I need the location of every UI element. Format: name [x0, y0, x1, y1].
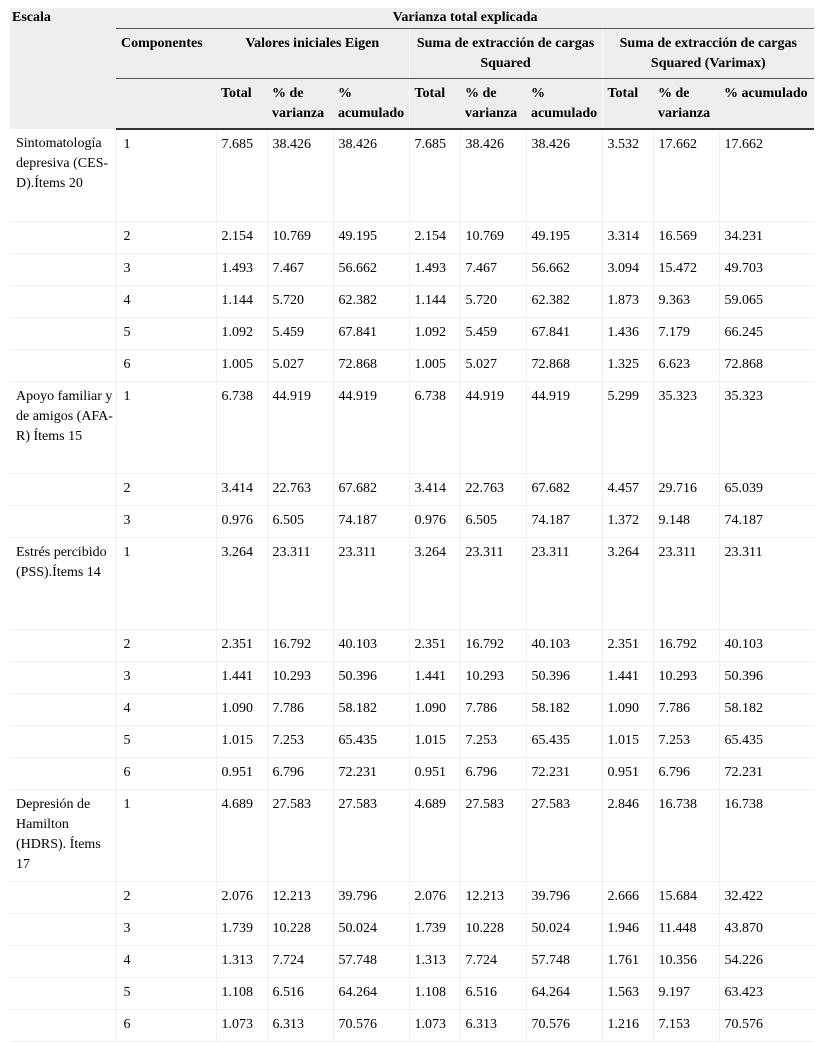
cell-extraccion-varianza: 6.796	[460, 758, 526, 790]
cell-extraccion-varianza: 10.228	[460, 914, 526, 946]
cell-escala	[10, 474, 116, 506]
cell-eigen-varianza: 16.792	[267, 630, 333, 662]
cell-extraccion-acumulado: 72.231	[526, 758, 602, 790]
cell-componente: 3	[116, 506, 216, 538]
cell-componente: 2	[116, 882, 216, 914]
cell-escala	[10, 758, 116, 790]
cell-extraccion-varianza: 7.467	[460, 254, 526, 286]
cell-varimax-varianza: 7.253	[653, 726, 719, 758]
cell-eigen-varianza: 6.313	[267, 1010, 333, 1042]
cell-eigen-total: 2.154	[216, 222, 267, 254]
cell-componente: 2	[116, 630, 216, 662]
cell-extraccion-varianza: 23.311	[460, 538, 526, 630]
cell-varimax-total: 1.372	[602, 506, 653, 538]
cell-extraccion-total: 2.351	[409, 630, 460, 662]
cell-eigen-varianza: 27.583	[267, 790, 333, 882]
cell-eigen-acumulado: 58.182	[333, 694, 409, 726]
cell-eigen-total: 1.441	[216, 662, 267, 694]
cell-eigen-varianza: 7.467	[267, 254, 333, 286]
cell-eigen-total: 2.351	[216, 630, 267, 662]
cell-escala: Estrés percibido (PSS).Ítems 14	[10, 538, 116, 630]
cell-varimax-total: 3.314	[602, 222, 653, 254]
cell-varimax-acumulado: 49.703	[719, 254, 814, 286]
header-componentes: Componentes	[116, 29, 216, 79]
cell-extraccion-total: 1.493	[409, 254, 460, 286]
cell-componente: 5	[116, 726, 216, 758]
cell-extraccion-varianza: 5.720	[460, 286, 526, 318]
cell-varimax-varianza: 35.323	[653, 382, 719, 474]
header-acumulado: % acumulado	[526, 79, 602, 130]
table-row	[10, 318, 814, 350]
cell-varimax-total: 3.094	[602, 254, 653, 286]
cell-escala	[10, 350, 116, 382]
cell-extraccion-varianza: 6.313	[460, 1010, 526, 1042]
cell-extraccion-total: 0.951	[409, 758, 460, 790]
cell-eigen-acumulado: 72.868	[333, 350, 409, 382]
cell-extraccion-acumulado: 49.195	[526, 222, 602, 254]
cell-extraccion-acumulado: 70.576	[526, 1010, 602, 1042]
cell-varimax-total: 1.946	[602, 914, 653, 946]
cell-varimax-varianza: 7.179	[653, 318, 719, 350]
cell-varimax-varianza: 7.786	[653, 694, 719, 726]
cell-eigen-varianza: 5.027	[267, 350, 333, 382]
table-row	[10, 350, 814, 382]
cell-componente: 1	[116, 538, 216, 630]
cell-eigen-varianza: 12.213	[267, 882, 333, 914]
cell-varimax-total: 4.457	[602, 474, 653, 506]
table-row	[10, 538, 814, 630]
cell-varimax-total: 1.873	[602, 286, 653, 318]
cell-extraccion-acumulado: 72.868	[526, 350, 602, 382]
cell-extraccion-varianza: 22.763	[460, 474, 526, 506]
cell-varimax-total: 1.325	[602, 350, 653, 382]
header-total: Total	[602, 79, 653, 130]
cell-varimax-varianza: 11.448	[653, 914, 719, 946]
cell-varimax-acumulado: 17.662	[719, 129, 814, 222]
cell-varimax-acumulado: 59.065	[719, 286, 814, 318]
cell-componente: 4	[116, 286, 216, 318]
header-title: Varianza total explicada	[116, 8, 814, 29]
cell-extraccion-varianza: 5.027	[460, 350, 526, 382]
cell-varimax-acumulado: 34.231	[719, 222, 814, 254]
cell-varimax-total: 2.666	[602, 882, 653, 914]
cell-eigen-varianza: 23.311	[267, 538, 333, 630]
cell-extraccion-acumulado: 57.748	[526, 946, 602, 978]
cell-extraccion-total: 1.092	[409, 318, 460, 350]
cell-varimax-total: 3.532	[602, 129, 653, 222]
cell-componente: 1	[116, 790, 216, 882]
cell-varimax-total: 1.563	[602, 978, 653, 1010]
cell-varimax-acumulado: 16.738	[719, 790, 814, 882]
cell-eigen-acumulado: 23.311	[333, 538, 409, 630]
cell-eigen-varianza: 10.293	[267, 662, 333, 694]
cell-extraccion-varianza: 12.213	[460, 882, 526, 914]
cell-extraccion-total: 3.264	[409, 538, 460, 630]
cell-extraccion-varianza: 38.426	[460, 129, 526, 222]
cell-eigen-acumulado: 50.396	[333, 662, 409, 694]
cell-eigen-acumulado: 70.576	[333, 1010, 409, 1042]
cell-varimax-varianza: 23.311	[653, 538, 719, 630]
cell-eigen-total: 1.493	[216, 254, 267, 286]
header-componentes-blank	[116, 79, 216, 130]
cell-eigen-acumulado: 62.382	[333, 286, 409, 318]
cell-extraccion-acumulado: 65.435	[526, 726, 602, 758]
cell-eigen-total: 2.076	[216, 882, 267, 914]
cell-escala	[10, 222, 116, 254]
cell-eigen-acumulado: 64.264	[333, 978, 409, 1010]
cell-eigen-varianza: 6.505	[267, 506, 333, 538]
cell-escala: Depresión de Hamilton (HDRS). Ítems 17	[10, 790, 116, 882]
cell-eigen-varianza: 22.763	[267, 474, 333, 506]
cell-varimax-varianza: 16.738	[653, 790, 719, 882]
cell-eigen-total: 4.689	[216, 790, 267, 882]
cell-extraccion-acumulado: 74.187	[526, 506, 602, 538]
cell-componente: 1	[116, 129, 216, 222]
cell-eigen-total: 1.739	[216, 914, 267, 946]
cell-extraccion-total: 4.689	[409, 790, 460, 882]
cell-escala	[10, 1010, 116, 1042]
cell-varimax-acumulado: 43.870	[719, 914, 814, 946]
cell-eigen-varianza: 7.253	[267, 726, 333, 758]
cell-varimax-varianza: 6.796	[653, 758, 719, 790]
cell-componente: 5	[116, 978, 216, 1010]
cell-extraccion-varianza: 44.919	[460, 382, 526, 474]
cell-escala: Sintomatología depresiva (CES-D).Ítems 20	[10, 129, 116, 222]
cell-extraccion-total: 3.414	[409, 474, 460, 506]
cell-varimax-acumulado: 74.187	[719, 506, 814, 538]
table-row	[10, 694, 814, 726]
cell-eigen-total: 1.313	[216, 946, 267, 978]
cell-eigen-acumulado: 39.796	[333, 882, 409, 914]
header-varianza: % de varianza	[460, 79, 526, 130]
table-row	[10, 914, 814, 946]
cell-escala	[10, 662, 116, 694]
cell-eigen-varianza: 38.426	[267, 129, 333, 222]
cell-eigen-total: 1.090	[216, 694, 267, 726]
cell-varimax-varianza: 10.293	[653, 662, 719, 694]
header-varianza: % de varianza	[653, 79, 719, 130]
cell-extraccion-acumulado: 50.024	[526, 914, 602, 946]
cell-varimax-varianza: 7.153	[653, 1010, 719, 1042]
cell-extraccion-acumulado: 56.662	[526, 254, 602, 286]
cell-eigen-acumulado: 65.435	[333, 726, 409, 758]
table-row	[10, 662, 814, 694]
header-escala: Escala	[10, 8, 116, 129]
table-row	[10, 474, 814, 506]
table-row	[10, 790, 814, 882]
cell-extraccion-acumulado: 58.182	[526, 694, 602, 726]
cell-extraccion-acumulado: 40.103	[526, 630, 602, 662]
cell-extraccion-acumulado: 62.382	[526, 286, 602, 318]
header-group-extraccion: Suma de extracción de cargas Squared	[409, 29, 602, 79]
cell-extraccion-acumulado: 44.919	[526, 382, 602, 474]
cell-extraccion-varianza: 7.724	[460, 946, 526, 978]
cell-eigen-total: 3.414	[216, 474, 267, 506]
table-row	[10, 286, 814, 318]
cell-extraccion-total: 0.976	[409, 506, 460, 538]
table-row	[10, 1010, 814, 1042]
cell-varimax-acumulado: 40.103	[719, 630, 814, 662]
cell-componente: 6	[116, 758, 216, 790]
cell-varimax-varianza: 16.792	[653, 630, 719, 662]
variance-table-container	[10, 8, 814, 1042]
cell-extraccion-total: 6.738	[409, 382, 460, 474]
cell-extraccion-total: 1.144	[409, 286, 460, 318]
cell-extraccion-varianza: 7.786	[460, 694, 526, 726]
cell-eigen-total: 1.092	[216, 318, 267, 350]
cell-extraccion-total: 1.313	[409, 946, 460, 978]
cell-eigen-varianza: 5.459	[267, 318, 333, 350]
cell-eigen-acumulado: 56.662	[333, 254, 409, 286]
cell-componente: 3	[116, 254, 216, 286]
cell-extraccion-varianza: 6.505	[460, 506, 526, 538]
cell-extraccion-varianza: 10.293	[460, 662, 526, 694]
cell-eigen-acumulado: 49.195	[333, 222, 409, 254]
cell-componente: 6	[116, 1010, 216, 1042]
cell-varimax-total: 1.216	[602, 1010, 653, 1042]
cell-extraccion-acumulado: 38.426	[526, 129, 602, 222]
cell-varimax-acumulado: 65.039	[719, 474, 814, 506]
cell-eigen-total: 1.144	[216, 286, 267, 318]
cell-eigen-varianza: 6.516	[267, 978, 333, 1010]
table-row	[10, 946, 814, 978]
cell-varimax-acumulado: 63.423	[719, 978, 814, 1010]
table-row	[10, 758, 814, 790]
cell-eigen-acumulado: 67.682	[333, 474, 409, 506]
cell-extraccion-varianza: 6.516	[460, 978, 526, 1010]
cell-eigen-varianza: 44.919	[267, 382, 333, 474]
cell-escala	[10, 914, 116, 946]
cell-varimax-varianza: 15.684	[653, 882, 719, 914]
cell-eigen-total: 1.005	[216, 350, 267, 382]
cell-varimax-varianza: 10.356	[653, 946, 719, 978]
cell-componente: 2	[116, 474, 216, 506]
cell-eigen-acumulado: 74.187	[333, 506, 409, 538]
cell-eigen-varianza: 7.724	[267, 946, 333, 978]
cell-eigen-varianza: 5.720	[267, 286, 333, 318]
cell-eigen-total: 7.685	[216, 129, 267, 222]
table-row	[10, 630, 814, 662]
cell-varimax-total: 0.951	[602, 758, 653, 790]
cell-varimax-total: 3.264	[602, 538, 653, 630]
cell-eigen-acumulado: 50.024	[333, 914, 409, 946]
cell-eigen-acumulado: 27.583	[333, 790, 409, 882]
cell-extraccion-acumulado: 67.682	[526, 474, 602, 506]
cell-extraccion-acumulado: 39.796	[526, 882, 602, 914]
cell-extraccion-total: 1.108	[409, 978, 460, 1010]
cell-varimax-varianza: 9.148	[653, 506, 719, 538]
header-total: Total	[409, 79, 460, 130]
cell-varimax-total: 1.441	[602, 662, 653, 694]
table-row	[10, 726, 814, 758]
table-row	[10, 222, 814, 254]
cell-varimax-total: 1.015	[602, 726, 653, 758]
variance-table	[10, 8, 814, 1042]
table-row	[10, 882, 814, 914]
cell-eigen-varianza: 7.786	[267, 694, 333, 726]
cell-varimax-varianza: 9.197	[653, 978, 719, 1010]
cell-extraccion-total: 2.154	[409, 222, 460, 254]
cell-eigen-total: 3.264	[216, 538, 267, 630]
cell-varimax-varianza: 9.363	[653, 286, 719, 318]
cell-eigen-acumulado: 57.748	[333, 946, 409, 978]
header-group-varimax: Suma de extracción de cargas Squared (Varimax)	[602, 29, 814, 79]
cell-varimax-total: 1.761	[602, 946, 653, 978]
cell-varimax-acumulado: 72.868	[719, 350, 814, 382]
cell-extraccion-varianza: 5.459	[460, 318, 526, 350]
cell-escala	[10, 630, 116, 662]
header-acumulado: % acumulado	[719, 79, 814, 130]
header-total: Total	[216, 79, 267, 130]
cell-extraccion-total: 1.090	[409, 694, 460, 726]
cell-escala	[10, 286, 116, 318]
cell-eigen-acumulado: 38.426	[333, 129, 409, 222]
cell-varimax-acumulado: 35.323	[719, 382, 814, 474]
cell-extraccion-total: 1.015	[409, 726, 460, 758]
table-row	[10, 382, 814, 474]
cell-varimax-acumulado: 32.422	[719, 882, 814, 914]
cell-extraccion-total: 7.685	[409, 129, 460, 222]
table-row	[10, 254, 814, 286]
cell-eigen-total: 1.073	[216, 1010, 267, 1042]
cell-varimax-total: 5.299	[602, 382, 653, 474]
cell-eigen-acumulado: 44.919	[333, 382, 409, 474]
cell-extraccion-varianza: 7.253	[460, 726, 526, 758]
cell-escala	[10, 882, 116, 914]
cell-escala	[10, 946, 116, 978]
cell-eigen-acumulado: 40.103	[333, 630, 409, 662]
cell-varimax-total: 2.846	[602, 790, 653, 882]
cell-varimax-total: 1.090	[602, 694, 653, 726]
cell-varimax-varianza: 16.569	[653, 222, 719, 254]
cell-componente: 6	[116, 350, 216, 382]
cell-extraccion-acumulado: 50.396	[526, 662, 602, 694]
cell-componente: 4	[116, 946, 216, 978]
cell-extraccion-total: 1.005	[409, 350, 460, 382]
table-body	[10, 129, 814, 1042]
cell-componente: 5	[116, 318, 216, 350]
cell-escala	[10, 506, 116, 538]
cell-componente: 2	[116, 222, 216, 254]
cell-extraccion-total: 1.739	[409, 914, 460, 946]
cell-escala: Apoyo familiar y de amigos (AFA-R) Ítems 15	[10, 382, 116, 474]
header-varianza: % de varianza	[267, 79, 333, 130]
cell-varimax-acumulado: 23.311	[719, 538, 814, 630]
cell-componente: 1	[116, 382, 216, 474]
table-row	[10, 506, 814, 538]
cell-componente: 3	[116, 914, 216, 946]
cell-varimax-acumulado: 72.231	[719, 758, 814, 790]
cell-extraccion-acumulado: 67.841	[526, 318, 602, 350]
cell-eigen-acumulado: 67.841	[333, 318, 409, 350]
table-row	[10, 129, 814, 222]
cell-componente: 3	[116, 662, 216, 694]
cell-extraccion-varianza: 10.769	[460, 222, 526, 254]
table-row	[10, 978, 814, 1010]
cell-escala	[10, 694, 116, 726]
cell-extraccion-acumulado: 64.264	[526, 978, 602, 1010]
cell-varimax-varianza: 6.623	[653, 350, 719, 382]
cell-componente: 4	[116, 694, 216, 726]
cell-extraccion-varianza: 16.792	[460, 630, 526, 662]
cell-escala	[10, 318, 116, 350]
cell-extraccion-varianza: 27.583	[460, 790, 526, 882]
cell-varimax-acumulado: 58.182	[719, 694, 814, 726]
cell-eigen-varianza: 10.228	[267, 914, 333, 946]
cell-varimax-acumulado: 54.226	[719, 946, 814, 978]
cell-escala	[10, 254, 116, 286]
cell-extraccion-total: 2.076	[409, 882, 460, 914]
cell-eigen-varianza: 10.769	[267, 222, 333, 254]
cell-extraccion-acumulado: 23.311	[526, 538, 602, 630]
cell-extraccion-total: 1.073	[409, 1010, 460, 1042]
cell-eigen-total: 1.015	[216, 726, 267, 758]
cell-varimax-varianza: 15.472	[653, 254, 719, 286]
cell-escala	[10, 726, 116, 758]
cell-varimax-acumulado: 65.435	[719, 726, 814, 758]
cell-eigen-total: 0.976	[216, 506, 267, 538]
cell-eigen-total: 0.951	[216, 758, 267, 790]
cell-extraccion-total: 1.441	[409, 662, 460, 694]
cell-varimax-acumulado: 50.396	[719, 662, 814, 694]
header-acumulado: % acumulado	[333, 79, 409, 130]
cell-eigen-varianza: 6.796	[267, 758, 333, 790]
cell-varimax-varianza: 17.662	[653, 129, 719, 222]
cell-varimax-total: 2.351	[602, 630, 653, 662]
cell-extraccion-acumulado: 27.583	[526, 790, 602, 882]
cell-varimax-acumulado: 70.576	[719, 1010, 814, 1042]
cell-varimax-varianza: 29.716	[653, 474, 719, 506]
cell-eigen-total: 6.738	[216, 382, 267, 474]
cell-escala	[10, 978, 116, 1010]
cell-varimax-acumulado: 66.245	[719, 318, 814, 350]
cell-eigen-acumulado: 72.231	[333, 758, 409, 790]
table-header	[10, 8, 814, 129]
header-group-eigen: Valores iniciales Eigen	[216, 29, 409, 79]
cell-eigen-total: 1.108	[216, 978, 267, 1010]
cell-varimax-total: 1.436	[602, 318, 653, 350]
